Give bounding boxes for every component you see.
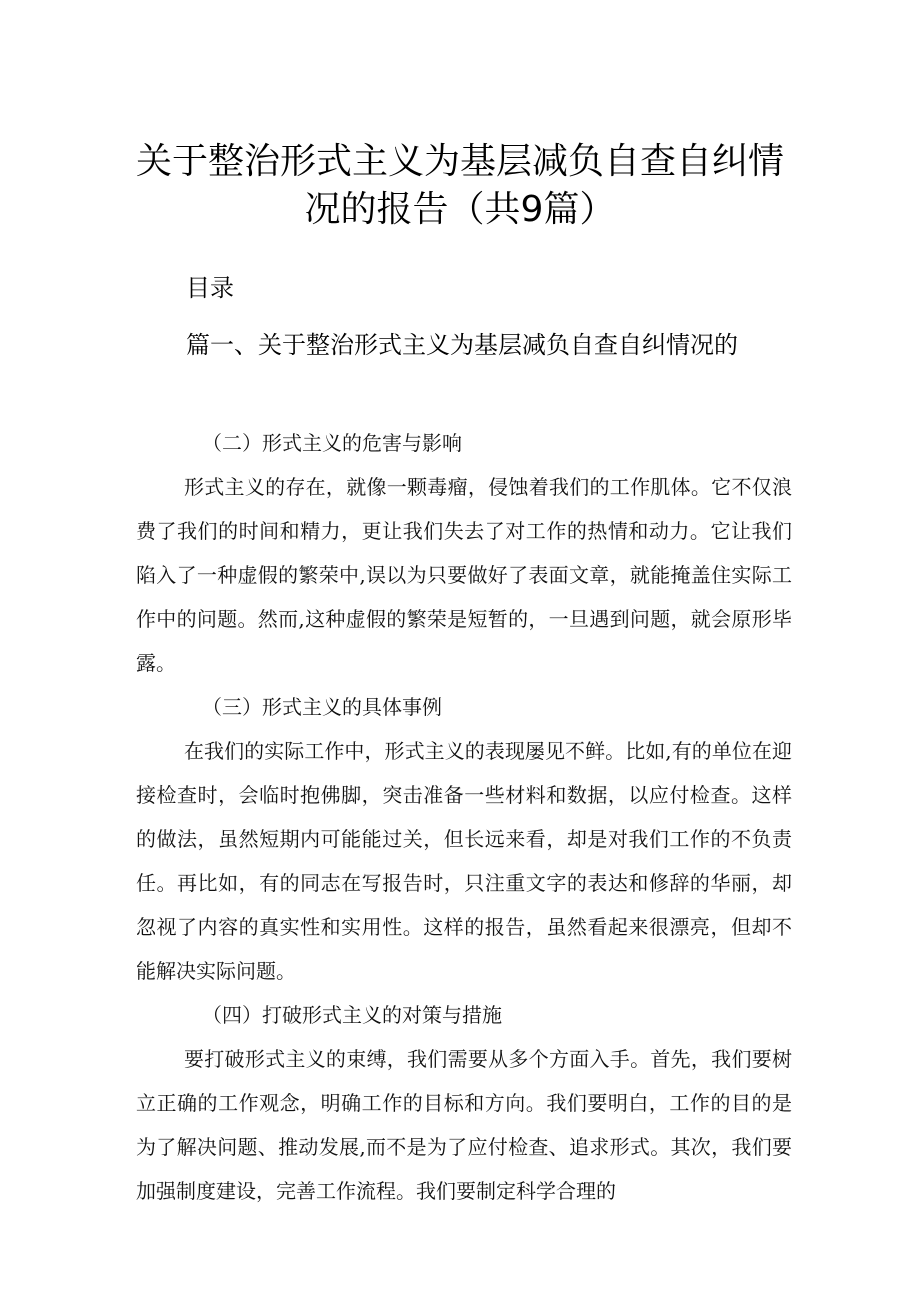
section-paragraph-4: 要打破形式主义的束缚，我们需要从多个方面入手。首先，我们要树立正确的工作观念，明确工作的目标和方向。我们要明白，工作的目的是为了解决问题、推动发展,而不是为了应付检查、追求形式。其次，我们要加强制度建设，完善工作流程。我们要制定科学合理的 (136, 1047, 792, 1203)
toc-item-1: 篇一、关于整治形式主义为基层减负自查自纠情况的 (186, 331, 738, 359)
toc-label: 目录 (186, 274, 234, 302)
document-title-line-1: 关于整治形式主义为基层减负自查自纠情 (135, 141, 784, 182)
section-heading-4: （四）打破形式主义的对策与措施 (202, 1003, 502, 1027)
document-body (136, 421, 792, 1213)
section-paragraph-2: 形式主义的存在，就像一颗毒瘤，侵蚀着我们的工作肌体。它不仅浪费了我们的时间和精力，更让我们失去了对工作的热情和动力。它让我们陷入了一种虚假的繁荣中,误以为只要做好了表面文章，就能掩盖住实际工作中的问题。然而,这种虚假的繁荣是短暂的，一旦遇到问题，就会原形毕露。 (136, 475, 792, 675)
section-heading-3: （三）形式主义的具体事例 (202, 695, 442, 719)
section-heading-2: （二）形式主义的危害与影响 (202, 431, 462, 455)
section-paragraph-3: 在我们的实际工作中，形式主义的表现屡见不鲜。比如,有的单位在迎接检查时，会临时抱佛脚，突击准备一些材料和数据，以应付检查。这样的做法，虽然短期内可能能过关，但长远来看，却是对我们工作的不负责任。再比如，有的同志在写报告时，只注重文字的表达和修辞的华丽，却忽视了内容的真实性和实用性。这样的报告，虽然看起来很漂亮，但却不能解决实际问题。 (136, 739, 792, 983)
document-title-line-2: 况的报告（共9篇） (304, 189, 616, 230)
